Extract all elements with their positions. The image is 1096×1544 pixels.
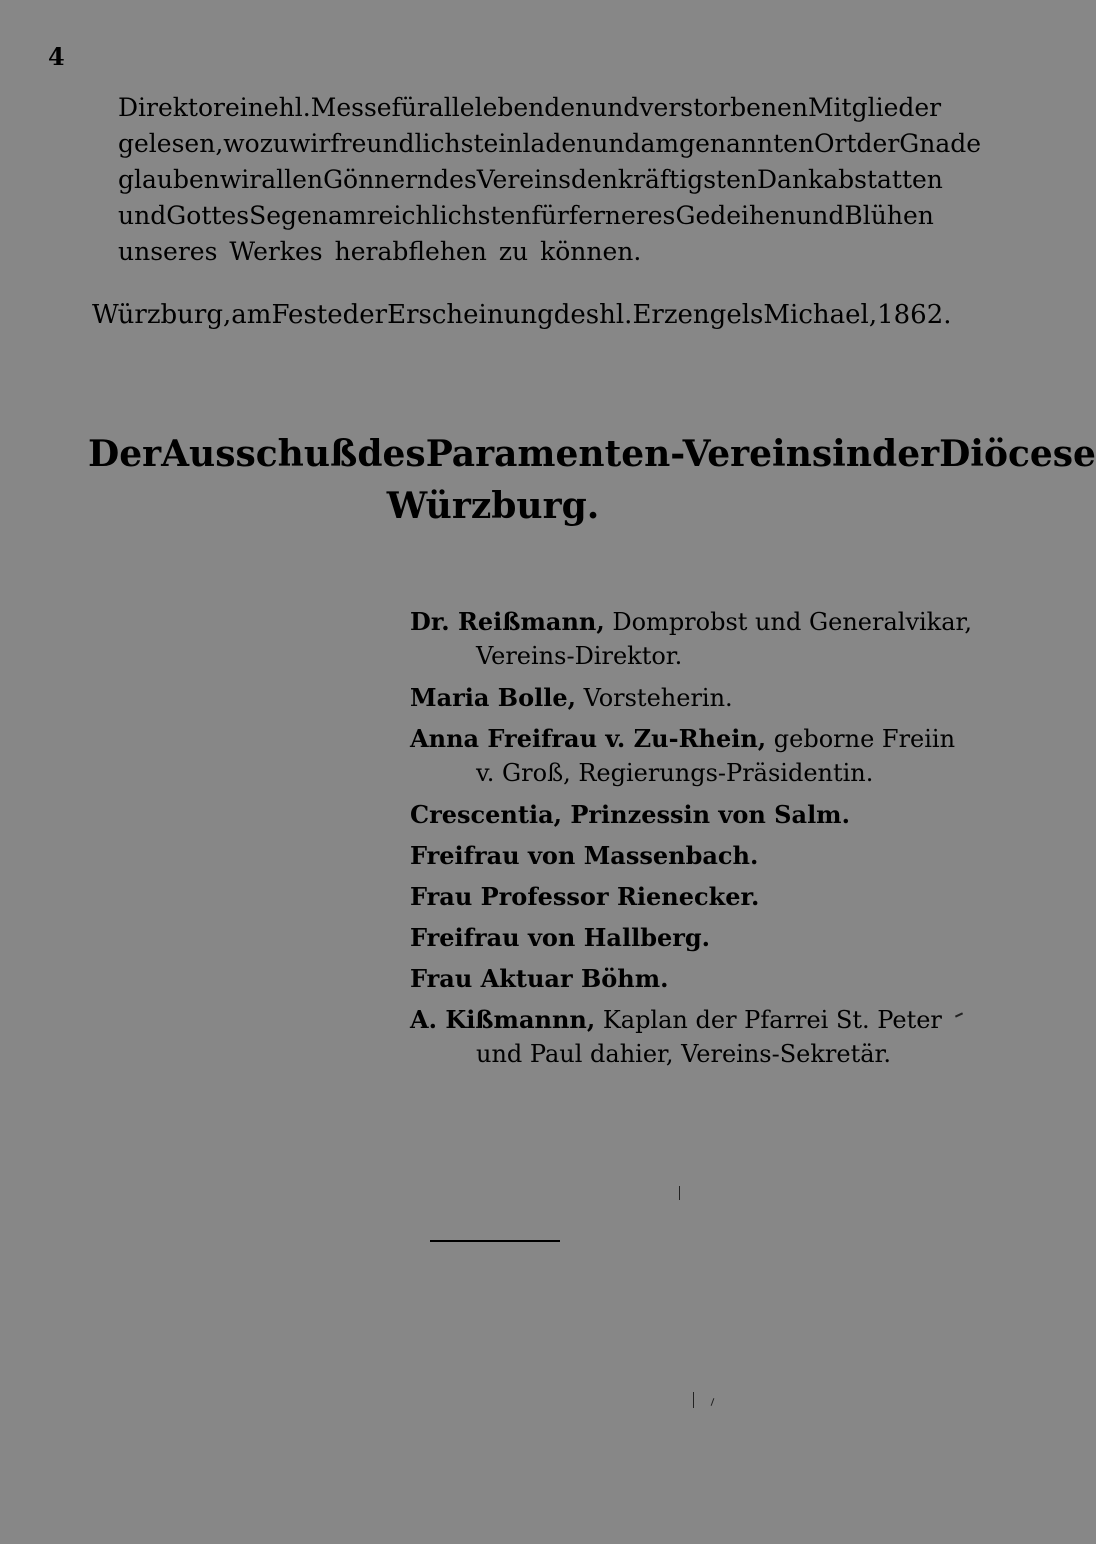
heading-word: Ausschuß: [161, 433, 358, 475]
ink-speck: [693, 1392, 694, 1408]
paragraph-word: Mitglieder: [807, 93, 942, 122]
paragraph-word: eine: [224, 93, 279, 122]
paragraph-word: Direktor: [118, 93, 225, 122]
member-name: Maria Bolle,: [410, 683, 576, 712]
paragraph-word: Ort: [814, 129, 857, 158]
closing-paragraph: [118, 90, 982, 270]
paragraph-line: [118, 198, 934, 234]
committee-member: [410, 721, 956, 791]
committee-member: [410, 961, 940, 996]
paragraph-word: allen: [261, 165, 324, 194]
dateline: [92, 300, 952, 330]
committee-member: [410, 838, 940, 873]
member-line: [410, 797, 940, 832]
dateline-word: am: [231, 300, 272, 330]
member-line: [410, 879, 940, 914]
dateline-word: Erzengels: [632, 300, 764, 330]
member-line-continued: und Paul dahier, Vereins-Sekretär.: [476, 1040, 891, 1068]
heading-word: der: [872, 433, 940, 475]
paragraph-word: Blühen: [844, 201, 934, 230]
member-line: [410, 1002, 940, 1037]
dateline-word: Feste: [271, 300, 343, 330]
paragraph-word: lebenden: [474, 93, 592, 122]
member-name: Frau Aktuar Böhm.: [410, 964, 669, 993]
member-line: [410, 838, 940, 873]
closing-rule: [430, 1240, 560, 1242]
paragraph-word: alle: [428, 93, 475, 122]
member-role: Vorsteherin.: [575, 684, 733, 712]
paragraph-word: des: [433, 165, 477, 194]
heading-word: Paramenten-Vereins: [425, 433, 833, 475]
heading-word: in: [832, 433, 873, 475]
paragraph-word: für: [531, 201, 569, 230]
paragraph-word: freundlichst: [330, 129, 484, 158]
member-line: [410, 604, 972, 639]
paragraph-word: einladen: [483, 129, 593, 158]
paragraph-word: am: [640, 129, 680, 158]
committee-member: [410, 1002, 940, 1072]
paragraph-word: Gönnern: [323, 165, 434, 194]
member-line-continued: v. Groß, Regierungs-Präsidentin.: [476, 759, 874, 787]
dateline-word: 1862.: [877, 300, 952, 330]
dateline-word: der: [342, 300, 388, 330]
paragraph-word: wozu: [223, 129, 289, 158]
paragraph-word: wir: [289, 129, 331, 158]
member-role: Kaplan der Pfarrei St. Peter: [595, 1006, 942, 1034]
paragraph-line: [118, 126, 982, 162]
paragraph-word: ferneres: [568, 201, 676, 230]
member-role: geborne Freiin: [766, 725, 956, 753]
committee-member: [410, 680, 940, 715]
member-name: Crescentia, Prinzessin von Salm.: [410, 800, 850, 829]
member-line: [410, 920, 940, 955]
paragraph-word: können.: [540, 237, 642, 266]
member-name: Freifrau von Hallberg.: [410, 923, 711, 952]
committee-member: [410, 920, 940, 955]
paragraph-word: hl.: [278, 93, 311, 122]
paragraph-line: [118, 162, 943, 198]
paragraph-word: Vereins: [476, 165, 572, 194]
paragraph-word: glauben: [118, 165, 220, 194]
member-name: Freifrau von Massenbach.: [410, 841, 759, 870]
paragraph-word: Messe: [310, 93, 392, 122]
paragraph-word: abstatten: [823, 165, 943, 194]
dateline-word: des: [553, 300, 600, 330]
committee-member: [410, 797, 940, 832]
member-name: Anna Freifrau v. Zu-Rhein,: [410, 724, 767, 753]
heading-line-1: [88, 428, 1096, 480]
member-line: [410, 721, 956, 756]
paragraph-line: [118, 234, 934, 270]
member-name: Dr. Reißmann,: [410, 607, 605, 636]
paragraph-line: [118, 90, 942, 126]
member-line: [410, 961, 940, 996]
paragraph-word: zu: [498, 237, 529, 266]
page-number: 4: [48, 42, 65, 71]
paragraph-word: der: [856, 129, 900, 158]
ink-speck: [711, 1398, 715, 1406]
member-line: [410, 680, 940, 715]
dateline-word: Michael,: [763, 300, 878, 330]
paragraph-word: Werkes: [229, 237, 323, 266]
paragraph-word: Gottes: [166, 201, 250, 230]
paragraph-word: den: [571, 165, 618, 194]
paragraph-word: und: [592, 129, 641, 158]
committee-member: [410, 604, 972, 674]
paragraph-word: und: [118, 201, 167, 230]
paragraph-word: kräftigsten: [617, 165, 757, 194]
paragraph-word: gelesen,: [118, 129, 224, 158]
member-name: A. Kißmannn,: [410, 1005, 596, 1034]
paragraph-word: und: [591, 93, 640, 122]
ink-speck: [679, 1186, 680, 1200]
heading-word: des: [357, 433, 426, 475]
committee-member: [410, 879, 940, 914]
paragraph-word: am: [328, 201, 367, 230]
paragraph-word: Segen: [249, 201, 328, 230]
ink-speck: [955, 1012, 963, 1017]
dateline-word: hl.: [599, 300, 633, 330]
paragraph-word: herabflehen: [334, 237, 487, 266]
paragraph-word: reichlichsten: [366, 201, 532, 230]
heading-word: Diöcese: [939, 433, 1096, 475]
member-name: Frau Professor Rienecker.: [410, 882, 760, 911]
paragraph-word: Gedeihen: [675, 201, 797, 230]
heading-city: Würzburg.: [386, 485, 600, 527]
paragraph-word: für: [391, 93, 429, 122]
heading-word: Der: [88, 433, 162, 475]
member-list: [410, 604, 972, 1078]
paragraph-word: und: [796, 201, 845, 230]
paragraph-word: unseres: [118, 237, 218, 266]
committee-heading: [88, 428, 1096, 532]
paragraph-word: wir: [219, 165, 262, 194]
dateline-word: Würzburg,: [92, 300, 232, 330]
paragraph-word: Dank: [757, 165, 824, 194]
dateline-word: Erscheinung: [387, 300, 554, 330]
paragraph-word: verstorbenen: [639, 93, 808, 122]
member-role: Domprobst und Generalvikar,: [604, 608, 972, 636]
paragraph-word: genannten: [679, 129, 815, 158]
member-line-continued: Vereins-Direktor.: [476, 642, 683, 670]
paragraph-word: Gnade: [899, 129, 982, 158]
heading-line-2: [88, 480, 898, 532]
